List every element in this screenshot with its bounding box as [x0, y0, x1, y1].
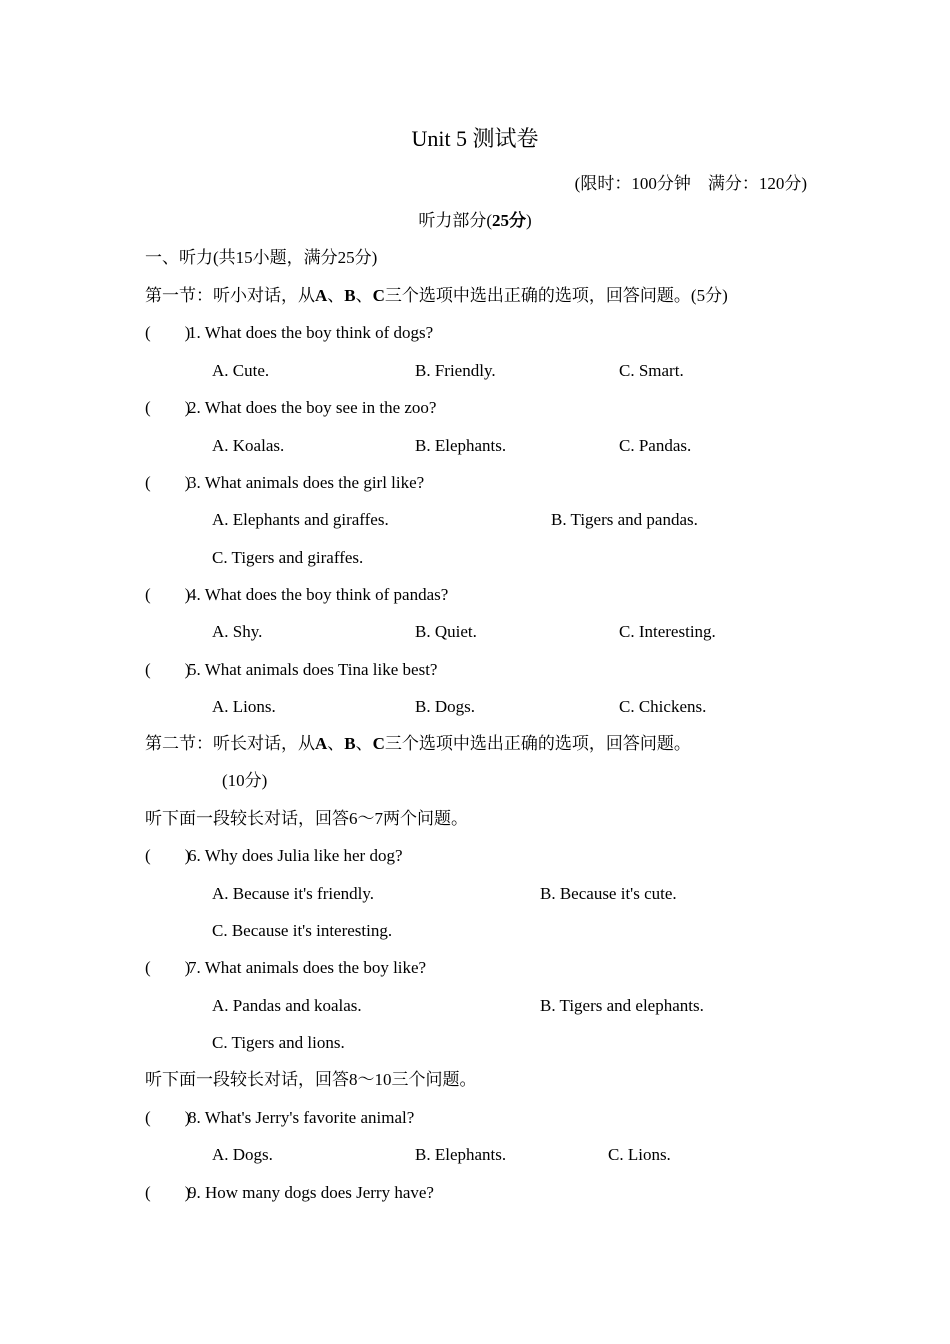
option-c: C. Tigers and lions. — [212, 1033, 345, 1052]
question-text: 6. Why does Julia like her dog? — [188, 846, 403, 865]
option-a: A. Cute. — [212, 361, 270, 380]
sub-section-2-score: (10分) — [222, 771, 268, 790]
sub2-option-b: B — [344, 734, 356, 753]
sub2-sep-2: 、 — [355, 734, 373, 753]
option-b: B. Friendly. — [415, 361, 496, 380]
question-text: 7. What animals does the boy like? — [188, 958, 427, 977]
answer-blank[interactable]: ( ) — [145, 1108, 191, 1127]
option-c: C. Tigers and giraffes. — [212, 548, 364, 567]
question-text: 1. What does the boy think of dogs? — [188, 323, 434, 342]
question-text: 2. What does the boy see in the zoo? — [188, 398, 437, 417]
sub-section-2-heading — [145, 733, 691, 755]
option-a: A. Because it's friendly. — [212, 884, 374, 903]
sub2-prefix: 第二节：听长对话，从 — [145, 734, 315, 753]
option-b: B. Because it's cute. — [540, 884, 677, 903]
question-text: 3. What animals does the girl like? — [188, 473, 425, 492]
option-b: B. Tigers and elephants. — [540, 996, 704, 1015]
option-b: B. Tigers and pandas. — [551, 510, 698, 529]
option-c: C. Chickens. — [619, 697, 707, 716]
sub1-prefix: 第一节：听小对话，从 — [145, 286, 315, 305]
sub2-suffix: 三个选项中选出正确的选项，回答问题。 — [384, 734, 691, 753]
part-title-prefix: 听力部分( — [418, 211, 492, 230]
dialogue-intro-1: 听下面一段较长对话，回答6～7两个问题。 — [145, 809, 468, 828]
answer-blank[interactable]: ( ) — [145, 958, 191, 977]
option-b: B. Elephants. — [415, 436, 507, 455]
option-c: C. Smart. — [619, 361, 684, 380]
dialogue-intro-2: 听下面一段较长对话，回答8～10三个问题。 — [145, 1070, 477, 1089]
option-a: A. Shy. — [212, 622, 263, 641]
question-text: 8. What's Jerry's favorite animal? — [188, 1108, 415, 1127]
option-c: C. Interesting. — [619, 622, 716, 641]
time-limit-note: (限时：100分钟 满分：120分) — [574, 174, 807, 193]
answer-blank[interactable]: ( ) — [145, 1183, 191, 1202]
answer-blank[interactable]: ( ) — [145, 398, 191, 417]
option-c: C. Lions. — [608, 1145, 671, 1164]
sub1-sep-1: 、 — [327, 286, 345, 305]
answer-blank[interactable]: ( ) — [145, 660, 191, 679]
sub2-option-c: C — [372, 734, 385, 753]
sub1-option-b: B — [344, 286, 356, 305]
option-c: C. Pandas. — [619, 436, 692, 455]
listening-part-title — [0, 210, 950, 232]
answer-blank[interactable]: ( ) — [145, 585, 191, 604]
question-text: 9. How many dogs does Jerry have? — [188, 1183, 434, 1202]
option-a: A. Lions. — [212, 697, 276, 716]
option-b: B. Elephants. — [415, 1145, 507, 1164]
section-heading: 一、听力(共15小题，满分25分) — [145, 248, 378, 267]
sub1-option-a: A — [315, 286, 328, 305]
part-title-score: 25分 — [492, 211, 526, 230]
answer-blank[interactable]: ( ) — [145, 323, 191, 342]
sub1-option-c: C — [372, 286, 385, 305]
option-c: C. Because it's interesting. — [212, 921, 393, 940]
sub2-option-a: A — [315, 734, 328, 753]
option-a: A. Elephants and giraffes. — [212, 510, 389, 529]
question-text: 4. What does the boy think of pandas? — [188, 585, 449, 604]
option-a: A. Koalas. — [212, 436, 285, 455]
sub2-sep-1: 、 — [327, 734, 345, 753]
option-b: B. Dogs. — [415, 697, 475, 716]
sub-section-1-heading — [145, 285, 728, 307]
answer-blank[interactable]: ( ) — [145, 846, 191, 865]
part-title-suffix: ) — [526, 211, 532, 230]
option-b: B. Quiet. — [415, 622, 477, 641]
sub1-suffix: 三个选项中选出正确的选项，回答问题。(5分) — [384, 286, 728, 305]
option-a: A. Dogs. — [212, 1145, 273, 1164]
page-title: Unit 5 测试卷 — [411, 126, 539, 151]
sub1-sep-2: 、 — [355, 286, 373, 305]
answer-blank[interactable]: ( ) — [145, 473, 191, 492]
option-a: A. Pandas and koalas. — [212, 996, 362, 1015]
question-text: 5. What animals does Tina like best? — [188, 660, 438, 679]
